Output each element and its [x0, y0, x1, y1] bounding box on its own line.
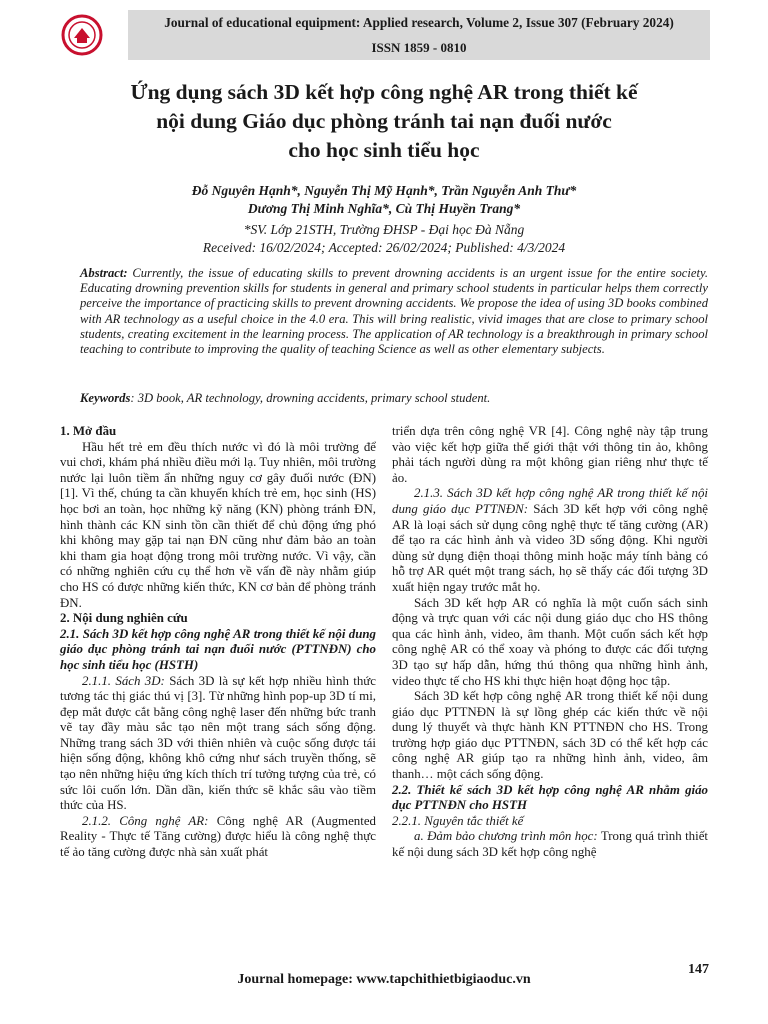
paragraph: 2.1.3. Sách 3D kết hợp công nghệ AR trong thiết kế nội dung giáo dục PTTNĐN: Sách 3D kết hợp với công nghệ AR là loại sách sử dụng công nghệ thực tế tăng cường (AR) để tạo ra các hình ảnh và video 3D sống động. Khi người dùng sử dụng điện thoại thông minh hoặc máy tính bảng có hỗ trợ AR quét một trang sách, họ sẽ thấy các đối tượng 3D xuất hiện ngay trước mắt họ. [392, 486, 708, 594]
journal-info: Journal of educational equipment: Applied research, Volume 2, Issue 307 (February 2024) [164, 15, 674, 30]
paragraph: Hầu hết trẻ em đều thích nước vì đó là môi trường để vui chơi, khám phá nhiều điều mới lạ. Tuy nhiên, môi trường nước lại luôn tiềm ẩn những nguy cơ gây đuối nước (ĐN) [1]. Vì thế, chúng ta cần khuyến khích trẻ em, học sinh (HS) học bơi an toàn, học những kỹ năng (KN) phòng tránh ĐN, hình thành các KN sinh tồn cần thiết để chủ động ứng phó khi không may gặp tai nạn ĐN cũng như đảm bảo an toàn khi tham gia hoạt động trong môi trường nước. Vì vậy, cần có những nghiên cứu cụ thể hơn về vấn đề này nhằm giúp cho HS có được những kiến thức, KN cơ bản để phòng tránh ĐN. [60, 439, 376, 610]
subsubsection-heading: 2.2.1. Nguyên tắc thiết kế [392, 813, 524, 828]
right-column [392, 424, 708, 861]
paragraph: Sách 3D kết hợp AR có nghĩa là một cuốn sách sinh động và trực quan với các nội dung giáo dục cho HS thông qua các hình ảnh, video, âm thanh. Một cuốn sách kết hợp công nghệ AR có thể xoay và phóng to được các đối tượng 3D tạo sự hấp dẫn, hứng thú thông qua những hình ảnh, video thực tế cho HS khi thực hiện hoạt động học tập. [392, 595, 708, 688]
journal-header [128, 10, 710, 60]
left-column [60, 424, 376, 861]
journal-logo [58, 14, 106, 58]
publication-dates: Received: 16/02/2024; Accepted: 26/02/2024; Published: 4/3/2024 [202, 239, 566, 255]
keywords [80, 391, 708, 406]
page-number: 147 [688, 962, 709, 977]
section-heading: 1. Mở đầu [60, 424, 117, 438]
paragraph: Sách 3D kết hợp công nghệ AR trong thiết kế nội dung giáo dục PTTNĐN là sự lồng ghép các kiến thức về nội dung lý thuyết và thực hành KN PTTNĐN cho HS. Trong trường hợp giáo dục PTTNĐN, sách 3D có thể kết hợp các công nghệ AR giúp tạo ra những hình ảnh, video, âm thanh… một cách sống động. [392, 689, 708, 782]
abstract-label: Abstract: [80, 266, 128, 280]
subsection-heading: 2.1. Sách 3D kết hợp công nghệ AR trong thiết kế nội dung giáo dục phòng tránh tai nạn đuối nước (PTTNĐN) cho học sinh tiểu học (HSTH) [60, 626, 376, 672]
subsection-heading: 2.2. Thiết kế sách 3D kết hợp công nghệ AR nhằm giáo dục PTTNĐN cho HSTH [392, 782, 708, 813]
section-heading: 2. Nội dung nghiên cứu [60, 611, 188, 626]
paragraph: 2.1.1. Sách 3D: Sách 3D là sự kết hợp nhiều hình thức tương tác thị giác thú vị [3]. Từ những hình pop-up 3D tí mi, đẹp mắt được cắt bằng công nghệ laser đến những bức tranh vẽ tay đầy màu sắc tạo nên một trang sách sống động. Những trang sách 3D với thiên nhiên và cuộc sống được tái hiện sống động, không khô cứng như sách truyền thống, sẽ tạo nên những hiệu ứng kích thích trí tưởng tượng của trẻ, có sức lôi cuốn lớn. Dần dần, kiến thức sẽ khắc sâu vào tiềm thức của HS. [60, 673, 376, 813]
journal-homepage: Journal homepage: www.tapchithietbigiaoduc.vn [237, 972, 531, 987]
keywords-text: : 3D book, AR technology, drowning accidents, primary school student. [130, 391, 491, 405]
paragraph: a. Đảm bảo chương trình môn học: Trong quá trình thiết kế nội dung sách 3D kết hợp công nghệ [392, 829, 708, 860]
paragraph: triển dựa trên công nghệ VR [4]. Công nghệ này tập trung vào việc kết hợp giữa thế giới thật với thông tin ảo, không phải tách người dùng ra một không gian riêng như thực tế ảo. [392, 424, 708, 485]
affiliation: *SV. Lớp 21STH, Trường ĐHSP - Đại học Đà Nẵng Received: 16/02/2024; Accepted: 26/02/2024; Published: 4/3/2024 [60, 221, 708, 256]
author-list: Đỗ Nguyên Hạnh*, Nguyễn Thị Mỹ Hạnh*, Trần Nguyễn Anh Thư* Dương Thị Minh Nghĩa*, Cù Thị Huyền Trang* [191, 183, 577, 216]
abstract-text: Currently, the issue of educating skills to prevent drowning accidents is an urgent issue for the entire society. Educating drowning prevention skills for students in general and primary school students in particular helps them correctly perceive the importance of practicing skills to prevent drowning accidents. We propose the idea of using 3D books combined with AR technology as a useful choice in the 4.0 era. This will bring realistic, vivid images that are close to primary school students, creating excitement in the learning process. The application of AR technology is a breakthrough in primary school teaching to contribute to improving the quality of teaching Science as well as other elementary subjects. [80, 266, 708, 357]
paragraph: 2.1.2. Công nghệ AR: Công nghệ AR (Augmented Reality - Thực tế Tăng cường) được hiểu là công nghệ thực tế ảo tăng cường được nhà sản xuất phát [60, 813, 376, 860]
issn: ISSN 1859 - 0810 [371, 40, 467, 55]
abstract [80, 266, 708, 357]
keywords-label: Keywords [80, 391, 131, 405]
article-title: Ứng dụng sách 3D kết hợp công nghệ AR trong thiết kế nội dung Giáo dục phòng tránh tai nạn đuối nước cho học sinh tiểu học [130, 80, 638, 162]
